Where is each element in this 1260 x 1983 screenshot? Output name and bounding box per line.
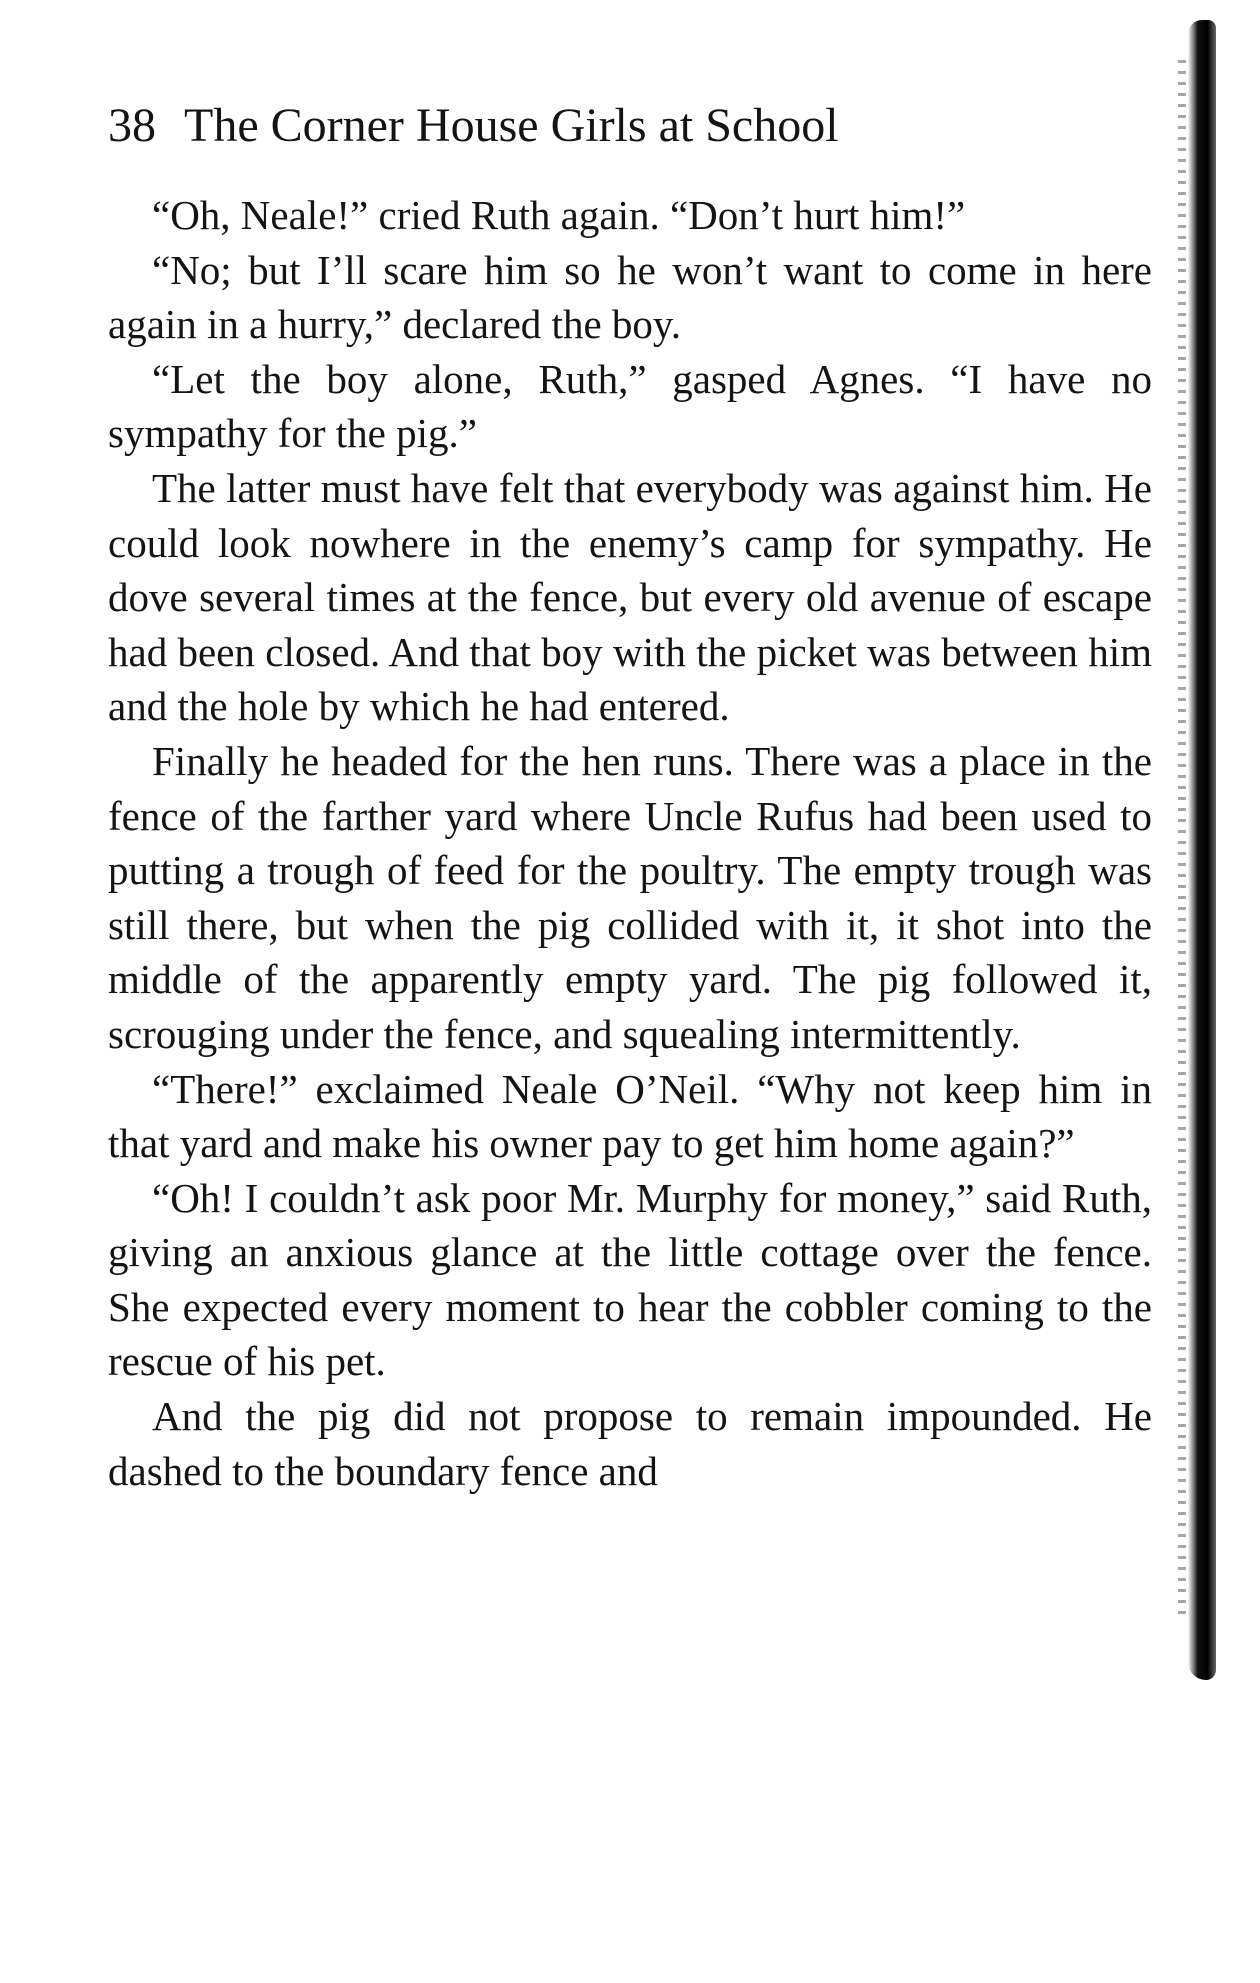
body-text (108, 188, 1152, 1498)
paragraph: “Oh! I couldn’t ask poor Mr. Murphy for money,” said Ruth, giving an anxious glance at the little cottage over the fence. She expected every moment to hear the cobbler coming to the rescue of his pet. (108, 1174, 1152, 1385)
scanned-page-edge-shadow (1188, 20, 1216, 1680)
page-number: 38 (108, 99, 156, 152)
paragraph: “There!” exclaimed Neale O’Neil. “Why not keep him in that yard and make his owner pay to get him home again?” (108, 1065, 1152, 1167)
running-head (108, 96, 1068, 156)
paragraph: “No; but I’ll scare him so he won’t want to come in here again in a hurry,” declared the boy. (108, 246, 1152, 348)
running-title: The Corner House Girls at School (184, 99, 839, 152)
paragraph: “Oh, Neale!” cried Ruth again. “Don’t hurt him!” (152, 192, 966, 238)
paragraph: Finally he headed for the hen runs. There was a place in the fence of the farther yard where Uncle Rufus had been used to putting a trough of feed for the poultry. The empty trough was still there, but when the pig collided with it, it shot into the middle of the apparently empty yard. The pig followed it, scrouging under the fence, and squealing intermittently. (108, 737, 1152, 1057)
paragraph: And the pig did not propose to remain impounded. He dashed to the boundary fence and (108, 1393, 1152, 1494)
paragraph: “Let the boy alone, Ruth,” gasped Agnes. “I have no sympathy for the pig.” (108, 355, 1152, 457)
paragraph: The latter must have felt that everybody was against him. He could look nowhere in the enemy’s camp for sympathy. He dove several times at the fence, but every old avenue of escape had been closed. And that boy with the picket was between him and the hole by which he had entered. (108, 464, 1152, 730)
